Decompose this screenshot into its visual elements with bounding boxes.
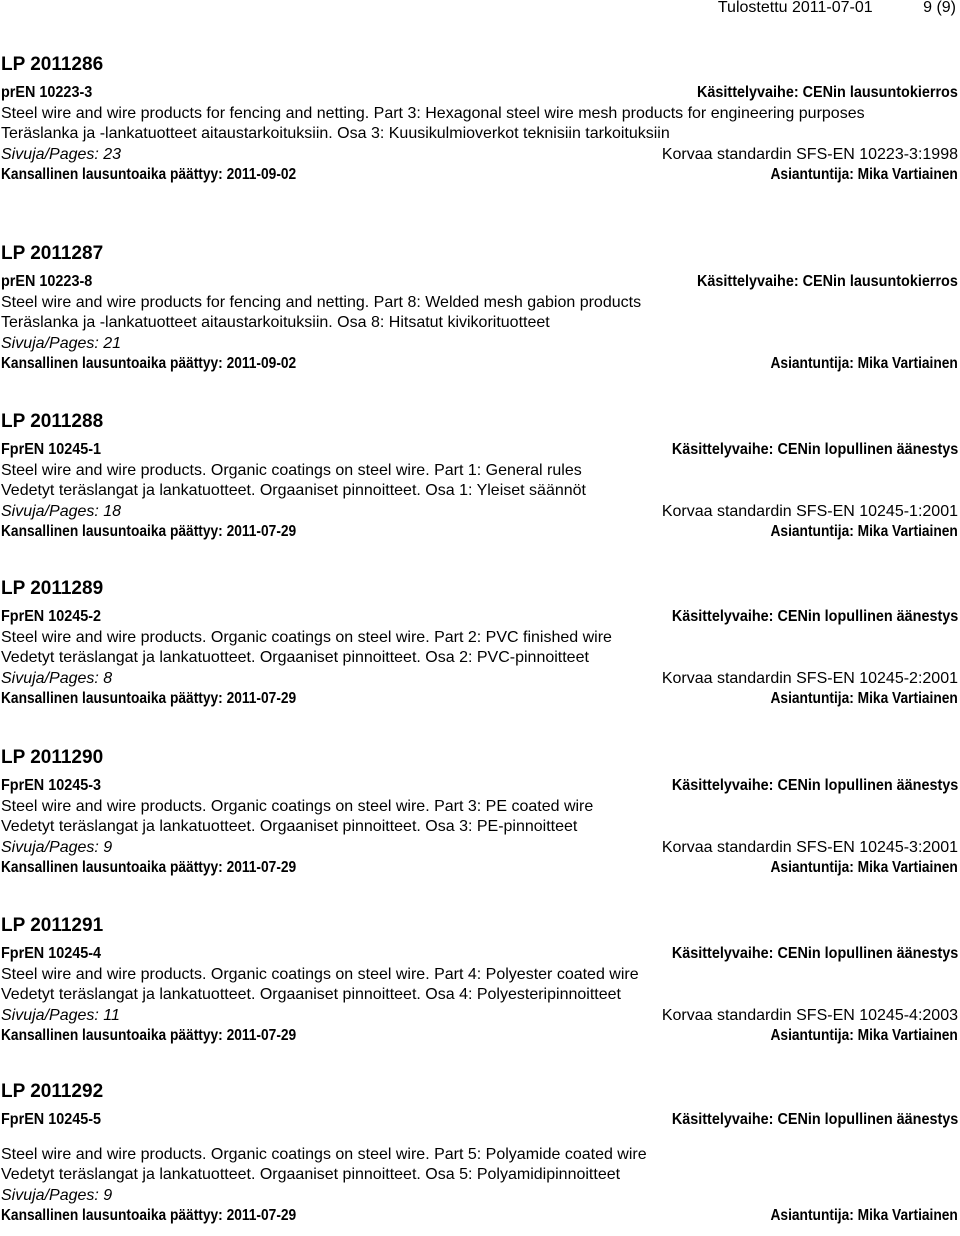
pages-row xyxy=(1,1006,958,1027)
replaces-standard: Korvaa standardin SFS-EN 10245-2:2001 xyxy=(661,669,958,687)
pages-row xyxy=(1,145,958,166)
standard-row xyxy=(1,1110,958,1131)
comment-deadline: Kansallinen lausuntoaika päättyy: 2011-07-29 xyxy=(1,690,297,707)
page-count: Sivuja/Pages: 18 xyxy=(1,502,122,520)
deadline-row xyxy=(1,522,958,543)
page-count: Sivuja/Pages: 9 xyxy=(1,838,113,856)
title-finnish: Vedetyt teräslangat ja lankatuotteet. Orgaaniset pinnoitteet. Osa 1: Yleiset säännöt xyxy=(1,482,586,499)
comment-deadline: Kansallinen lausuntoaika päättyy: 2011-09-02 xyxy=(1,166,297,183)
expert: Asiantuntija: Mika Vartiainen xyxy=(770,1207,958,1224)
page-count: Sivuja/Pages: 9 xyxy=(1,1186,113,1204)
deadline-row xyxy=(1,858,958,879)
entry-id: LP 2011287 xyxy=(1,243,104,264)
entry-lp-2011286 xyxy=(1,55,958,186)
title-english: Steel wire and wire products. Organic coatings on steel wire. Part 1: General rules xyxy=(1,461,582,479)
page-count: Sivuja/Pages: 21 xyxy=(1,334,122,352)
standard-row xyxy=(1,272,958,293)
standard-row xyxy=(1,776,958,797)
pages-row xyxy=(1,502,958,523)
standard-code: prEN 10223-8 xyxy=(1,273,93,290)
expert: Asiantuntija: Mika Vartiainen xyxy=(770,355,958,372)
title-english: Steel wire and wire products for fencing and netting. Part 8: Welded mesh gabion products xyxy=(1,293,642,311)
title-english: Steel wire and wire products for fencing and netting. Part 3: Hexagonal steel wire mesh products for engineering purposes xyxy=(1,104,865,122)
title-english: Steel wire and wire products. Organic coatings on steel wire. Part 3: PE coated wire xyxy=(1,797,594,815)
entry-lp-2011292 xyxy=(1,1082,958,1227)
page-header xyxy=(718,0,956,16)
standard-row xyxy=(1,607,958,628)
processing-phase: Käsittelyvaihe: CENin lopullinen äänestys xyxy=(671,441,958,458)
standard-code: FprEN 10245-4 xyxy=(1,945,102,962)
printed-date: Tulostettu 2011-07-01 xyxy=(717,0,873,16)
spacer xyxy=(1,1131,958,1145)
entry-id: LP 2011286 xyxy=(1,54,104,75)
replaces-standard: Korvaa standardin SFS-EN 10245-1:2001 xyxy=(661,502,958,520)
replaces-standard: Korvaa standardin SFS-EN 10223-3:1998 xyxy=(661,145,958,163)
entry-id: LP 2011288 xyxy=(1,411,104,432)
standard-code: prEN 10223-3 xyxy=(1,84,93,101)
entry-lp-2011289 xyxy=(1,579,958,710)
expert: Asiantuntija: Mika Vartiainen xyxy=(770,859,958,876)
pages-row xyxy=(1,669,958,690)
title-english: Steel wire and wire products. Organic coatings on steel wire. Part 2: PVC finished wire xyxy=(1,628,612,646)
deadline-row xyxy=(1,165,958,186)
entry-id: LP 2011292 xyxy=(1,1081,104,1102)
pages-row xyxy=(1,1186,958,1207)
title-finnish: Teräslanka ja -lankatuotteet aitaustarkoituksiin. Osa 8: Hitsatut kivikorituotteet xyxy=(1,314,550,331)
title-english: Steel wire and wire products. Organic coatings on steel wire. Part 5: Polyamide coated wire xyxy=(1,1145,647,1163)
entry-lp-2011287 xyxy=(1,244,958,375)
processing-phase: Käsittelyvaihe: CENin lopullinen äänestys xyxy=(671,608,958,625)
title-finnish: Vedetyt teräslangat ja lankatuotteet. Orgaaniset pinnoitteet. Osa 5: Polyamidipinnoitteet xyxy=(1,1166,621,1183)
replaces-standard: Korvaa standardin SFS-EN 10245-3:2001 xyxy=(661,838,958,856)
standard-row xyxy=(1,944,958,965)
deadline-row xyxy=(1,1026,958,1047)
title-finnish: Vedetyt teräslangat ja lankatuotteet. Orgaaniset pinnoitteet. Osa 3: PE-pinnoitteet xyxy=(1,818,578,835)
deadline-row xyxy=(1,689,958,710)
entry-id: LP 2011289 xyxy=(1,578,104,599)
standard-code: FprEN 10245-3 xyxy=(1,777,102,794)
processing-phase: Käsittelyvaihe: CENin lausuntokierros xyxy=(697,84,958,101)
entry-lp-2011290 xyxy=(1,748,958,879)
standard-row xyxy=(1,83,958,104)
page-count: Sivuja/Pages: 8 xyxy=(1,669,113,687)
title-finnish: Vedetyt teräslangat ja lankatuotteet. Orgaaniset pinnoitteet. Osa 2: PVC-pinnoitteet xyxy=(1,649,589,666)
standard-code: FprEN 10245-5 xyxy=(1,1111,102,1128)
processing-phase: Käsittelyvaihe: CENin lausuntokierros xyxy=(697,273,958,290)
expert: Asiantuntija: Mika Vartiainen xyxy=(770,166,958,183)
processing-phase: Käsittelyvaihe: CENin lopullinen äänestys xyxy=(671,1111,958,1128)
deadline-row xyxy=(1,1206,958,1227)
comment-deadline: Kansallinen lausuntoaika päättyy: 2011-07-29 xyxy=(1,1207,297,1224)
standard-code: FprEN 10245-2 xyxy=(1,608,102,625)
entry-id: LP 2011291 xyxy=(1,915,104,936)
expert: Asiantuntija: Mika Vartiainen xyxy=(770,690,958,707)
expert: Asiantuntija: Mika Vartiainen xyxy=(770,1027,958,1044)
processing-phase: Käsittelyvaihe: CENin lopullinen äänestys xyxy=(671,945,958,962)
comment-deadline: Kansallinen lausuntoaika päättyy: 2011-07-29 xyxy=(1,523,297,540)
page-count: Sivuja/Pages: 23 xyxy=(1,145,122,163)
replaces-standard: Korvaa standardin SFS-EN 10245-4:2003 xyxy=(661,1006,958,1024)
title-finnish: Vedetyt teräslangat ja lankatuotteet. Orgaaniset pinnoitteet. Osa 4: Polyesteripinnoitteet xyxy=(1,986,621,1003)
page-count: Sivuja/Pages: 11 xyxy=(1,1006,120,1024)
comment-deadline: Kansallinen lausuntoaika päättyy: 2011-07-29 xyxy=(1,1027,297,1044)
title-finnish: Teräslanka ja -lankatuotteet aitaustarkoituksiin. Osa 3: Kuusikulmioverkot teknisiin tarkoituksiin xyxy=(1,125,670,142)
comment-deadline: Kansallinen lausuntoaika päättyy: 2011-07-29 xyxy=(1,859,297,876)
entry-id: LP 2011290 xyxy=(1,747,104,768)
entry-lp-2011291 xyxy=(1,916,958,1047)
processing-phase: Käsittelyvaihe: CENin lopullinen äänestys xyxy=(671,777,958,794)
pages-row xyxy=(1,838,958,859)
entry-lp-2011288 xyxy=(1,412,958,543)
deadline-row xyxy=(1,354,958,375)
pages-row xyxy=(1,334,958,355)
comment-deadline: Kansallinen lausuntoaika päättyy: 2011-09-02 xyxy=(1,355,297,372)
page-number: 9 (9) xyxy=(923,0,956,16)
standard-code: FprEN 10245-1 xyxy=(1,441,102,458)
expert: Asiantuntija: Mika Vartiainen xyxy=(770,523,958,540)
title-english: Steel wire and wire products. Organic coatings on steel wire. Part 4: Polyester coated wire xyxy=(1,965,639,983)
standard-row xyxy=(1,440,958,461)
